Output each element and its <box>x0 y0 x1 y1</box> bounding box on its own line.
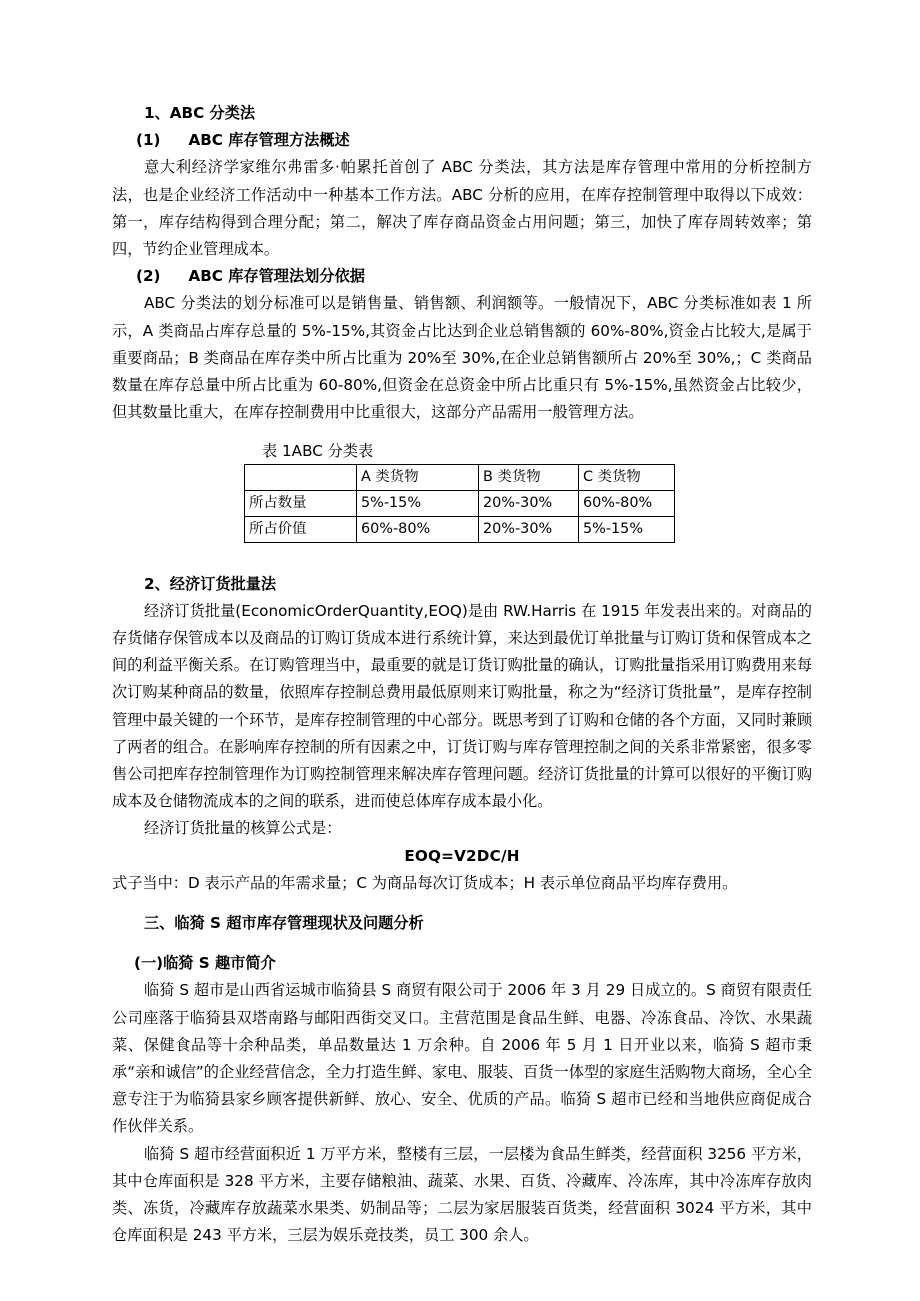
abc-table-block <box>112 439 812 543</box>
eoq-formula: EOQ=V2DC/H <box>404 846 520 865</box>
row-label-value: 所占价值 <box>245 517 357 543</box>
cell-value-a: 60%-80% <box>357 517 479 543</box>
cell-quantity-a: 5%-15% <box>357 491 479 517</box>
heading-store-intro: (一)临猗 S 趣市简介 <box>134 954 276 973</box>
cell-quantity-c: 60%-80% <box>579 491 675 517</box>
table-header-cell-c: C 类货物 <box>579 465 675 491</box>
row-label-quantity: 所占数量 <box>245 491 357 517</box>
paragraph-eoq-formula-lead: 经济订货批量的核算公式是： <box>144 819 342 838</box>
paragraph-store-area: 临猗 S 超市经营面积近 1 万平方米，整楼有三层，一层楼为食品生鲜类，经营面积 3256 平方米，其中仓库面积是 328 平方米，主要存储粮油、蔬菜、水果、百货、冷藏库、冷冻库，其中冷冻库存放肉类、冻货，冷藏库存放蔬菜水果类、奶制品等；二层为家居服装百货类，经营面积 3024 平方米，其中仓库面积是 243 平方米，三层为娱乐竞技类，员工 300 余人。 <box>112 1144 812 1245</box>
heading-eoq-method: 2、经济订货批量法 <box>144 574 277 593</box>
sub-item-abc-criteria <box>112 263 812 290</box>
spacer <box>112 897 812 910</box>
paragraph-abc-intro: 意大利经济学家维尔弗雷多·帕累托首创了 ABC 分类法，其方法是库存管理中常用的分析控制方法，也是企业经济工作活动中一种基本工作方法。ABC 分析的应用，在库存控制管理中取得以下成效：第一，库存结构得到合理分配；第二，解决了库存商品资金占用问题；第三，加快了库存周转效率；第四，节约企业管理成本。 <box>112 158 812 259</box>
spacer <box>112 937 812 950</box>
table-header-row <box>245 465 675 491</box>
paragraph-eoq-legend: 式子当中：D 表示产品的年需求量；C 为商品每次订货成本；H 表示单位商品平均库存费用。 <box>112 873 738 892</box>
table-header-cell-b: B 类货物 <box>479 465 579 491</box>
sub-item-marker: (1) <box>136 131 161 150</box>
sub-item-abc-overview <box>112 127 812 154</box>
table-header-cell-empty <box>245 465 357 491</box>
cell-value-b: 20%-30% <box>479 517 579 543</box>
document-content <box>112 100 812 1250</box>
abc-classification-table <box>244 464 675 543</box>
heading-chapter-three: 三、临猗 S 超市库存管理现状及问题分析 <box>144 914 424 933</box>
paragraph-abc-criteria: ABC 分类法的划分标准可以是销售量、销售额、利润额等。一般情况下，ABC 分类标准如表 1 所示，A 类商品占库存总量的 5%-15%,其资金占比达到企业总销售额的 60%-80%,资金占比较大,是属于重要商品；B 类商品在库存类中所占比重为 20%至 30%,在企业总销售额所占 20%至 30%,；C 类商品数量在库存总量中所占比重为 60-80%,但资金在总资金中所占比重只有 5%-15%,虽然资金占比较少，但其数量比重大，在库存控制费用中比重很大，这部分产品需用一般管理方法。 <box>112 294 812 422</box>
cell-quantity-b: 20%-30% <box>479 491 579 517</box>
table-row <box>245 491 675 517</box>
sub-item-title: ABC 库存管理方法概述 <box>188 131 350 150</box>
spacer <box>112 543 812 570</box>
paragraph-eoq-intro: 经济订货批量(EconomicOrderQuantity,EOQ)是由 RW.Harris 在 1915 年发表出来的。对商品的存货储存保管成本以及商品的订购订货成本进行系统计算，来达到最优订单批量与订购订货和保管成本之间的利益平衡关系。在订购管理当中，最重要的就是订货订购批量的确认，订购批量指采用订购费用来每次订购某种商品的数量，依照库存控制总费用最低原则来订购批量，称之为“经济订货批量”，是库存控制管理中最关键的一个环节，是库存控制管理的中心部分。既思考到了订购和仓储的各个方面，又同时兼顾了两者的组合。在影响库存控制的所有因素之中，订货订购与库存管理控制之间的关系非常紧密，很多零售公司把库存控制管理作为订购控制管理来解决库存管理问题。经济订货批量的计算可以很好的平衡订购成本及仓储物流成本的之间的联系，进而使总体库存成本最小化。 <box>112 601 812 811</box>
paragraph-store-profile: 临猗 S 超市是山西省运城市临猗县 S 商贸有限公司于 2006 年 3 月 29 日成立的。S 商贸有限责任公司座落于临猗县双塔南路与邮阳西街交叉口。主营范围是食品生鲜、电器、冷冻食品、冷饮、水果蔬菜、保健食品等十余种品类，单品数量达 1 万余种。自 2006 年 5 月 1 日开业以来，临猗 S 超市秉承“亲和诚信”的企业经营信念，全力打造生鲜、家电、服装、百货一体型的家庭生活购物大商场，全心全意专注于为临猗县家乡顾客提供新鲜、放心、安全、优质的产品。临猗 S 超市已经和当地供应商促成合作伙伴关系。 <box>112 981 812 1136</box>
sub-item-title: ABC 库存管理法划分依据 <box>188 267 365 286</box>
spacer <box>112 426 812 439</box>
table-row <box>245 517 675 543</box>
table-header-cell-a: A 类货物 <box>357 465 479 491</box>
table-caption: 表 1ABC 分类表 <box>262 442 374 461</box>
sub-item-marker: (2) <box>136 267 161 286</box>
cell-value-c: 5%-15% <box>579 517 675 543</box>
heading-abc-method: 1、ABC 分类法 <box>144 104 256 122</box>
